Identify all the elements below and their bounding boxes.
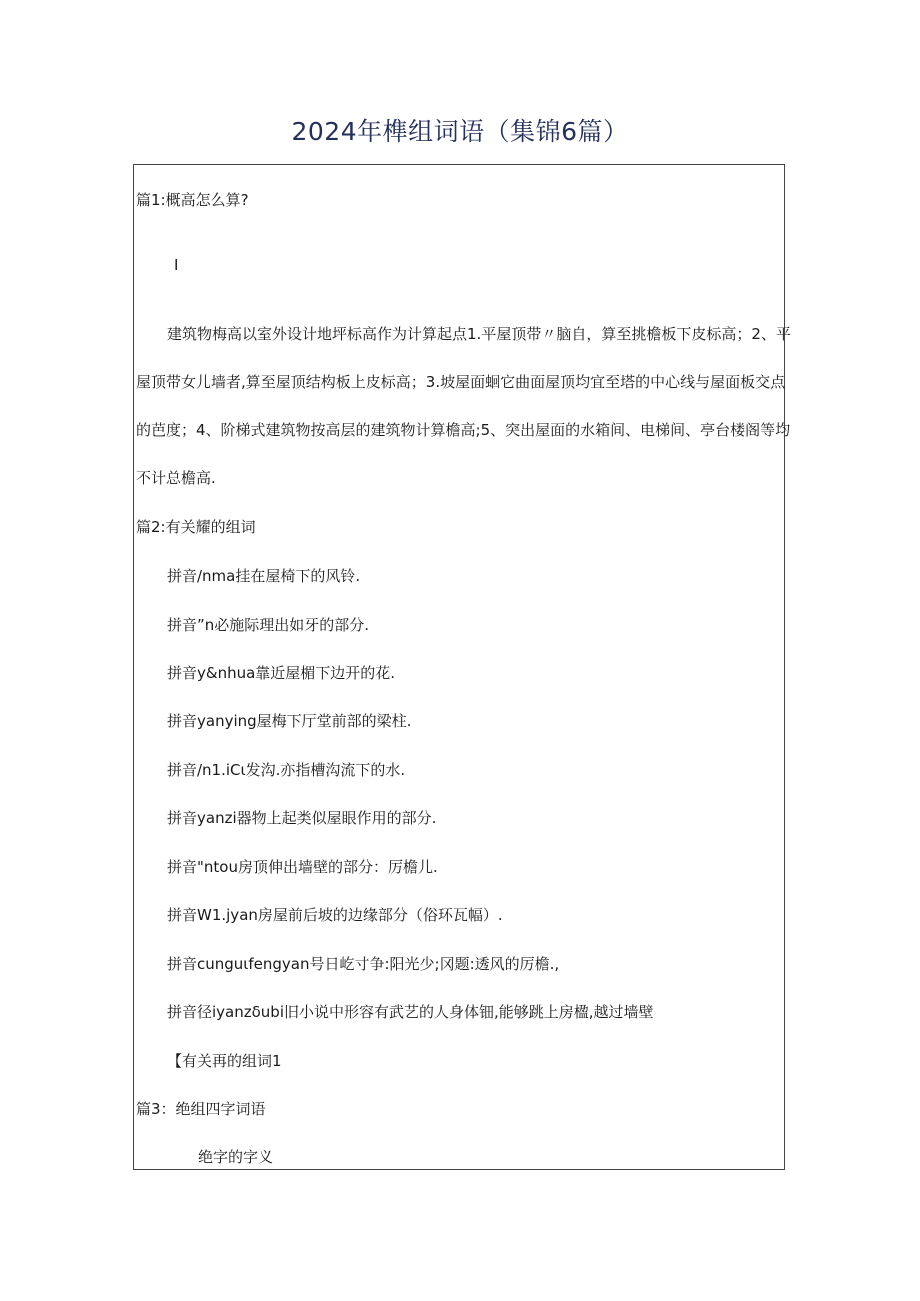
content-frame: [133, 164, 791, 1170]
list-item: 拼音"ntou房顶伸出墙壁的部分：厉檐儿.: [167, 858, 438, 876]
section-3-heading: 篇3：绝组四字词语: [136, 1100, 266, 1118]
list-item: 拼音W1.jyan房屋前后坡的边缘部分（俗环瓦幅）.: [167, 906, 503, 924]
section-1-heading: 篇1:概高怎么算?: [136, 191, 249, 209]
paragraph-line-2: 屋顶带女儿墙者,算至屋顶结构板上皮标高；3.坡屋面蛔它曲面屋顶均宜至塔的中心线与屋面板交点: [136, 373, 786, 391]
list-item: 拼音”n必施际理出如牙的部分.: [167, 616, 370, 634]
list-item: 拼音/n1.iCι发沟.亦指槽沟流下的水.: [167, 761, 406, 779]
document-title: 2024年榫组词语（集锦6篇）: [291, 117, 629, 146]
paragraph-line-1: 建筑物梅高以室外设计地坪标高作为计算起点1.平屋顶带〃脑自，算至挑檐板下皮标高；2、平: [167, 325, 791, 343]
list-item: 拼音yanying屋梅下厅堂前部的梁柱.: [167, 712, 412, 730]
section-3-subheading: 绝字的字义: [198, 1148, 274, 1166]
bracket-note: 【有关再的组词1: [167, 1052, 282, 1070]
list-item: 拼音y&nhua靠近屋楣下边开的花.: [167, 664, 396, 682]
section-1-marker: I: [174, 256, 179, 274]
list-item: 拼音cunguιfengyan号日屹寸争:阳光少;冈题:透风的厉檐.,: [167, 955, 560, 973]
section-2-heading: 篇2:有关耀的组词: [136, 518, 256, 536]
list-item: 拼音径iyanzδubi旧小说中形容有武艺的人身体钿,能够跳上房楹,越过墙壁: [167, 1003, 654, 1021]
paragraph-line-4: 不计总檐高.: [136, 469, 216, 487]
list-item: 拼音/nma挂在屋椅下的风铃.: [167, 567, 361, 585]
list-item: 拼音yanzi器物上起类似屋眼作用的部分.: [167, 809, 437, 827]
paragraph-line-3: 的芭度；4、阶梯式建筑物按高层的建筑物计算檐高;5、突出屋面的水箱间、电梯间、亭台楼阁等均: [136, 421, 791, 439]
